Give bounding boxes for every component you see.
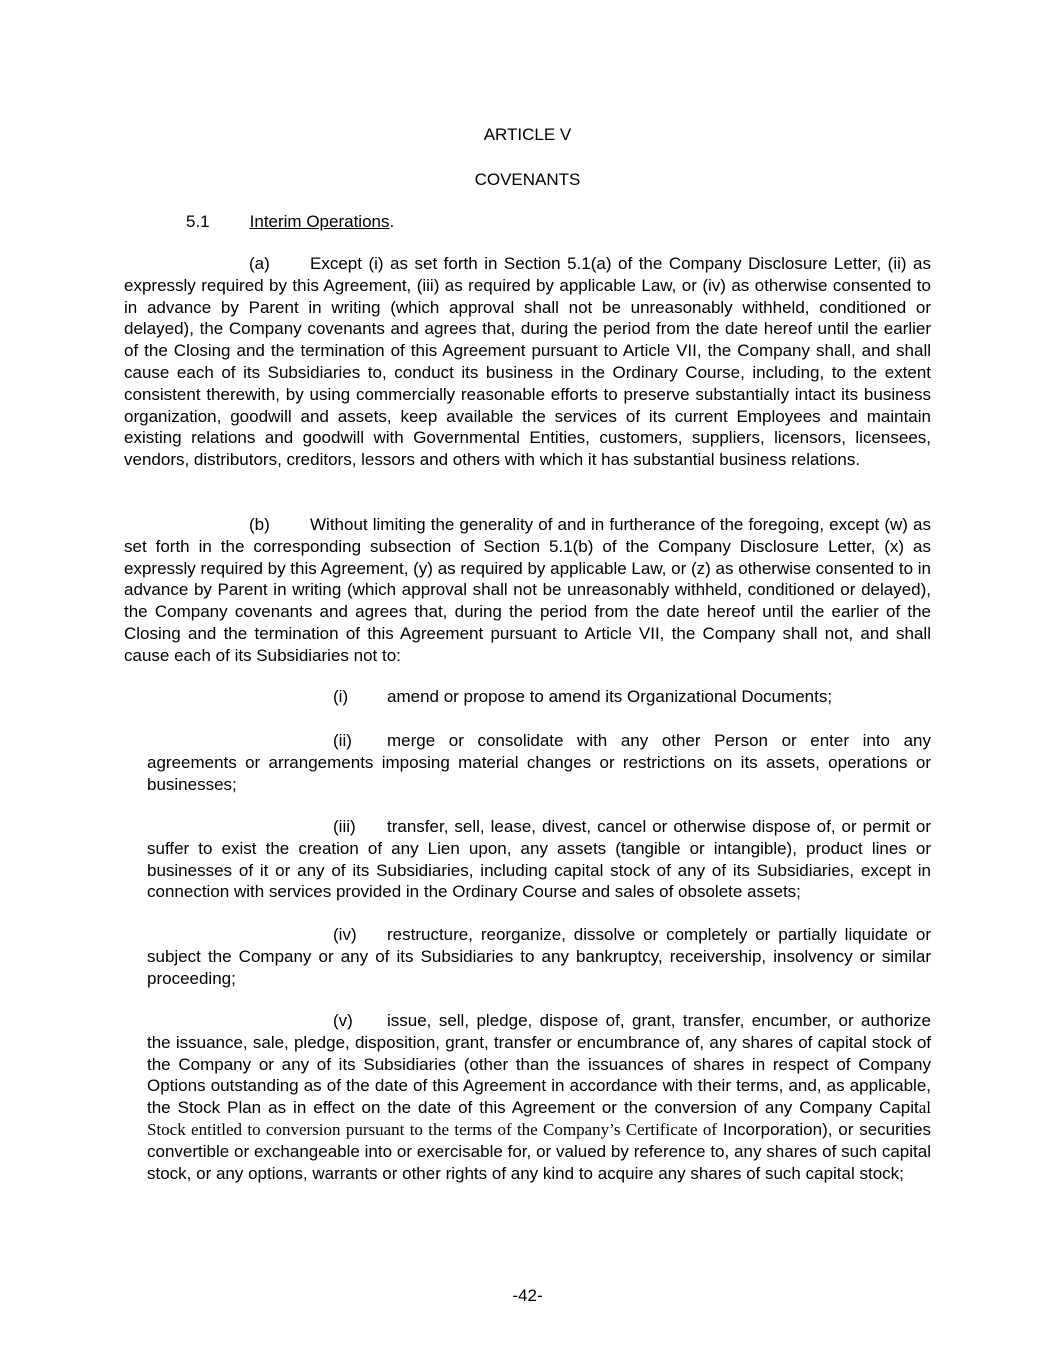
paragraph-a: [124, 253, 931, 471]
paragraph-b-text: Without limiting the generality of and in furtherance of the foregoing, except (w) as set forth in the corresponding subsection of Section 5.1(b) of the Company Disclosure Letter, (x) as expressly required by this Agreement, (y) as required by applicable Law, or (z) as otherwise consented to in advance by Parent in writing (which approval shall not be unreasonably withheld, conditioned or delayed), the Company covenants and agrees that, during the period from the date hereof until the earlier of the Closing and the termination of this Agreement pursuant to Article VII, the Company shall not, and shall cause each of its Subsidiaries not to:: [124, 515, 931, 665]
list-item-text: transfer, sell, lease, divest, cancel or otherwise dispose of, or permit or suffer to exist the creation of any Lien upon, any assets (tangible or intangible), product lines or businesses of it or any of its Subsidiaries, including capital stock of any of its Subsidiaries, except in connection with services provided in the Ordinary Course and sales of obsolete assets;: [147, 817, 931, 902]
list-item-text: restructure, reorganize, dissolve or completely or partially liquidate or subject the Company or any of its Subsidiaries to any bankruptcy, receivership, insolvency or similar proceeding;: [147, 925, 931, 988]
paragraph-b-label: (b): [249, 515, 270, 534]
list-item-label: (iv): [333, 925, 357, 944]
list-item-text: Incorporation), or securities convertible or exchangeable into or exercisable for, or valued by reference to, any shares of such capital stock, or any options, warrants or other rights of any kind to acquire any shares of such capital stock;: [147, 1119, 931, 1183]
section-heading: [186, 211, 394, 233]
list-item: [147, 686, 931, 708]
list-item-text-serif: al Stock entitled to conversion pursuant to the terms of the Company’s Certificate of: [147, 1098, 931, 1139]
page-number: -42-: [512, 1286, 543, 1305]
list-item-text: merge or consolidate with any other Person or enter into any agreements or arrangements imposing material changes or restrictions on its assets, operations or businesses;: [147, 731, 931, 794]
list-item-text: issue, sell, pledge, dispose of, grant, transfer, encumber, or authorize the issuance, sale, pledge, disposition, grant, transfer or encumbrance of, any shares of capital stock of the Company or any of its Subsidiaries (other than the issuances of shares in respect of Company Options outstanding as of the date of this Agreement in accordance with their terms, and, as applicable, the Stock Plan as in effect on the date of this Agreement or the conversion of any Company Capit: [147, 1011, 931, 1118]
list-item-label: (ii): [333, 731, 352, 750]
list-item-label: (i): [333, 687, 349, 706]
paragraph-b: [124, 514, 931, 667]
list-item: [147, 924, 931, 989]
article-title: COVENANTS: [474, 170, 581, 189]
list-item-text: amend or propose to amend its Organizational Documents;: [387, 687, 833, 706]
paragraph-a-label: (a): [249, 254, 270, 273]
section-number: 5.1: [186, 212, 210, 231]
article-heading: ARTICLE V: [483, 125, 572, 144]
list-item-label: (iii): [333, 817, 356, 836]
list-item: [147, 816, 931, 903]
list-item: [147, 730, 931, 795]
section-title: Interim Operations: [249, 212, 390, 231]
paragraph-a-text: Except (i) as set forth in Section 5.1(a) of the Company Disclosure Letter, (ii) as expressly required by this Agreement, (iii) as required by applicable Law, or (iv) as otherwise consented to in advance by Parent in writing (which approval shall not be unreasonably withheld, conditioned or delayed), the Company covenants and agrees that, during the period from the date hereof until the earlier of the Closing and the termination of this Agreement pursuant to Article VII, the Company shall, and shall cause each of its Subsidiaries to, conduct its business in the Ordinary Course, including, to the extent consistent therewith, by using commercially reasonable efforts to preserve substantially intact its business organization, goodwill and assets, keep available the services of its current Employees and maintain existing relations and goodwill with Governmental Entities, customers, suppliers, licensors, licensees, vendors, distributors, creditors, lessors and others with which it has substantial business relations.: [124, 254, 931, 470]
list-item-label: (v): [333, 1011, 353, 1030]
list-item: [147, 1010, 931, 1184]
section-title-suffix: .: [389, 212, 395, 231]
